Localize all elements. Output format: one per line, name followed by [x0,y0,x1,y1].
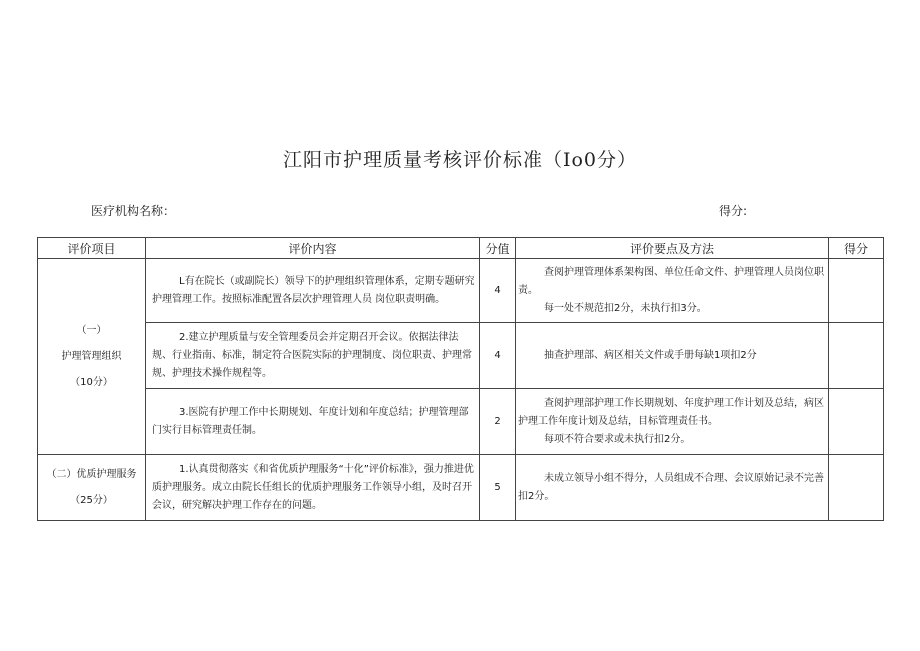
table-row [38,323,884,389]
category-cell [38,259,146,455]
points-cell: 2 [480,389,516,455]
score-input-cell[interactable] [829,389,884,455]
score-input-cell[interactable] [829,323,884,389]
table-header-row [38,238,884,259]
column-header-method: 评价要点及方法 [516,238,829,259]
content-cell: 3.医院有护理工作中长期规划、年度计划和年度总结；护理管理部门实行目标管理责任制。 [146,389,480,455]
score-input-cell[interactable] [829,455,884,521]
org-name-label: 医疗机构名称： [91,204,176,218]
points-cell: 4 [480,259,516,323]
content-cell: 1.认真贯彻落实《和省优质护理服务“十化”评价标准》，强力推进优质护理服务。成立由院长任组长的优质护理服务工作领导小组，及时召开会议，研究解决护理工作存在的问题。 [146,455,480,521]
page-title: 江阳市护理质量考核评价标准（Io0分） [282,149,638,171]
category-cell [38,455,146,521]
score-input-cell[interactable] [829,259,884,323]
content-cell: 2.建立护理质量与安全管理委员会并定期召开会议。依据法律法规、行业指南、标准，制定符合医院实际的护理制度、岗位职责、护理常规、护理技术操作规程等。 [146,323,480,389]
table-row [38,455,884,521]
category-points: （25分） [70,494,113,506]
method-cell: 查阅护理管理体系架构图、单位任命文件、护理管理人员岗位职责。 每一处不规范扣2分，未执行扣3分。 [516,259,829,323]
points-cell: 4 [480,323,516,389]
points-cell: 5 [480,455,516,521]
category-name: 护理管理组织 [61,350,122,362]
column-header-item: 评价项目 [38,238,146,259]
category-number: （一） [76,324,107,336]
method-cell: 未成立领导小组不得分，人员组成不合理、会议原始记录不完善扣2分。 [516,455,829,521]
category-points: （10分） [70,376,113,388]
table-row [38,259,884,323]
method-cell: 查阅护理部护理工作长期规划、年度护理工作计划及总结，病区护理工作年度计划及总结，目标管理责任书。 每项不符合要求或未执行扣2分。 [516,389,829,455]
table-row [38,389,884,455]
column-header-score: 得分 [829,238,884,259]
method-cell: 抽查护理部、病区相关文件或手册每缺1项扣2分 [516,323,829,389]
column-header-points: 分值 [480,238,516,259]
total-score-label: 得分: [719,204,748,218]
category-name: （二）优质护理服务 [46,468,137,480]
content-cell: L有在院长（或副院长）领导下的护理组织管理体系，定期专题研究护理管理工作。按照标准配置各层次护理管理人员 岗位职责明确。 [146,259,480,323]
evaluation-table [37,237,884,521]
column-header-content: 评价内容 [146,238,480,259]
